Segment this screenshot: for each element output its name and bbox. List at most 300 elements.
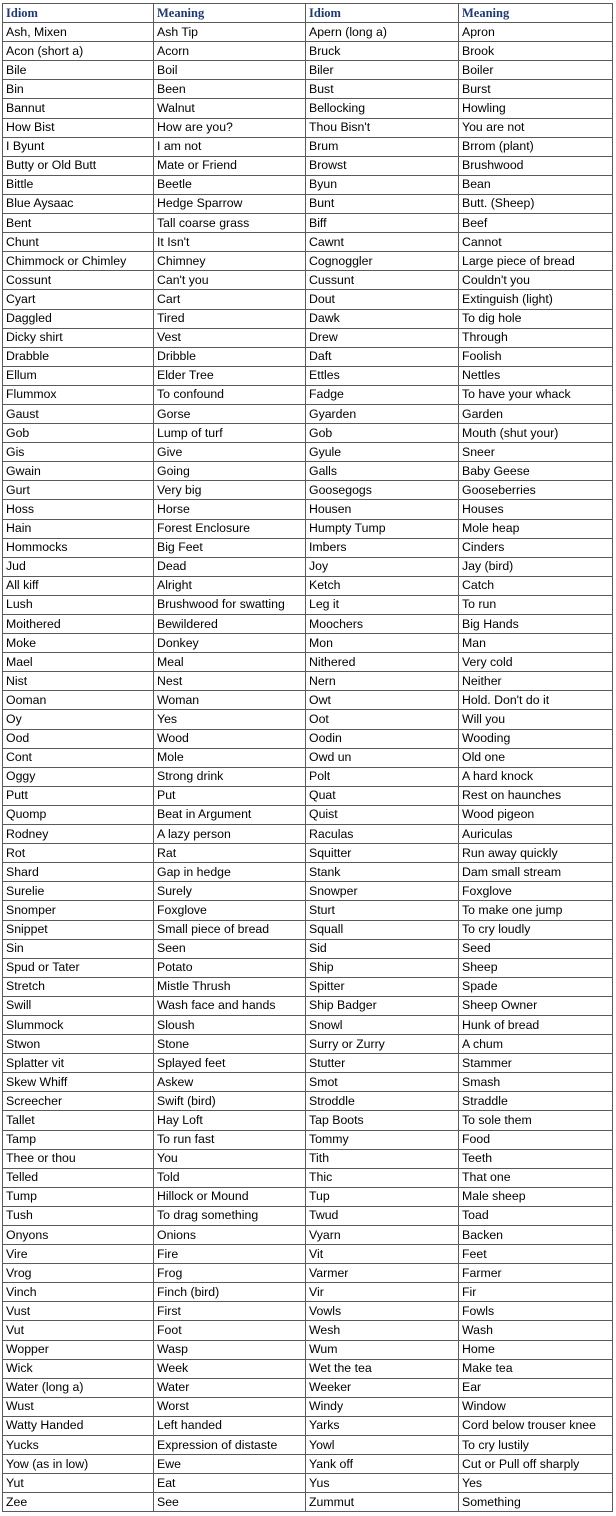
header-idiom-right: Idiom xyxy=(306,4,459,23)
table-row xyxy=(3,1111,613,1130)
meaning-cell: Very cold xyxy=(459,653,613,672)
table-row xyxy=(3,252,613,271)
table-row xyxy=(3,977,613,996)
meaning-cell: You xyxy=(154,1149,306,1168)
meaning-cell: How are you? xyxy=(154,118,306,137)
meaning-cell: Dead xyxy=(154,557,306,576)
idiom-cell: Ash, Mixen xyxy=(3,23,154,42)
meaning-cell: Bewildered xyxy=(154,615,306,634)
meaning-cell: To drag something xyxy=(154,1206,306,1225)
meaning-cell: Vest xyxy=(154,328,306,347)
idiom-cell: Vrog xyxy=(3,1264,154,1283)
idiom-cell: Rodney xyxy=(3,825,154,844)
meaning-cell: Spade xyxy=(459,977,613,996)
meaning-cell: To cry loudly xyxy=(459,920,613,939)
meaning-cell: Rat xyxy=(154,844,306,863)
table-row xyxy=(3,1474,613,1493)
idiom-cell: Onyons xyxy=(3,1226,154,1245)
idiom-cell: Drabble xyxy=(3,347,154,366)
table-row xyxy=(3,404,613,423)
idiom-cell: Tup xyxy=(306,1187,459,1206)
idiom-cell: Ood xyxy=(3,729,154,748)
meaning-cell: Sloush xyxy=(154,1015,306,1034)
idiom-cell: Daggled xyxy=(3,309,154,328)
meaning-cell: Potato xyxy=(154,958,306,977)
idiom-cell: Browst xyxy=(306,156,459,175)
meaning-cell: A lazy person xyxy=(154,825,306,844)
table-row xyxy=(3,137,613,156)
meaning-cell: Elder Tree xyxy=(154,366,306,385)
idiom-cell: Slummock xyxy=(3,1015,154,1034)
idiom-cell: Thee or thou xyxy=(3,1149,154,1168)
meaning-cell: Surely xyxy=(154,882,306,901)
meaning-cell: Seed xyxy=(459,939,613,958)
idiom-cell: Squall xyxy=(306,920,459,939)
idiom-cell: Raculas xyxy=(306,825,459,844)
header-meaning-left: Meaning xyxy=(154,4,306,23)
header-idiom-left: Idiom xyxy=(3,4,154,23)
idiom-cell: Oodin xyxy=(306,729,459,748)
meaning-cell: Hillock or Mound xyxy=(154,1187,306,1206)
idiom-cell: Stutter xyxy=(306,1054,459,1073)
meaning-cell: Woman xyxy=(154,691,306,710)
idiom-cell: Tommy xyxy=(306,1130,459,1149)
table-row xyxy=(3,443,613,462)
meaning-cell: You are not xyxy=(459,118,613,137)
meaning-cell: A chum xyxy=(459,1035,613,1054)
meaning-cell: Beetle xyxy=(154,175,306,194)
idiom-cell: Biler xyxy=(306,61,459,80)
idiom-cell: Tump xyxy=(3,1187,154,1206)
meaning-cell: Boiler xyxy=(459,61,613,80)
header-row xyxy=(3,4,613,23)
idiom-cell: Wick xyxy=(3,1359,154,1378)
idiom-cell: Dout xyxy=(306,290,459,309)
table-row xyxy=(3,882,613,901)
table-row xyxy=(3,175,613,194)
meaning-cell: Ewe xyxy=(154,1455,306,1474)
idiom-cell: Butty or Old Butt xyxy=(3,156,154,175)
meaning-cell: Been xyxy=(154,80,306,99)
meaning-cell: Apron xyxy=(459,23,613,42)
table-row xyxy=(3,1054,613,1073)
meaning-cell: I am not xyxy=(154,137,306,156)
table-row xyxy=(3,500,613,519)
idiom-cell: Nithered xyxy=(306,653,459,672)
meaning-cell: Forest Enclosure xyxy=(154,519,306,538)
idiom-cell: Sturt xyxy=(306,901,459,920)
meaning-cell: Mouth (shut your) xyxy=(459,424,613,443)
idiom-cell: Tallet xyxy=(3,1111,154,1130)
table-row xyxy=(3,939,613,958)
meaning-cell: Something xyxy=(459,1493,613,1512)
table-row xyxy=(3,1092,613,1111)
table-row xyxy=(3,901,613,920)
table-row xyxy=(3,844,613,863)
idiom-cell: Ship Badger xyxy=(306,996,459,1015)
meaning-cell: Small piece of bread xyxy=(154,920,306,939)
meaning-cell: Beef xyxy=(459,214,613,233)
idiom-cell: Leg it xyxy=(306,595,459,614)
meaning-cell: Ear xyxy=(459,1378,613,1397)
idiom-cell: Owd un xyxy=(306,748,459,767)
idiom-cell: Splatter vit xyxy=(3,1054,154,1073)
table-row xyxy=(3,156,613,175)
idiom-cell: Stretch xyxy=(3,977,154,996)
meaning-cell: Straddle xyxy=(459,1092,613,1111)
idiom-cell: Apern (long a) xyxy=(306,23,459,42)
meaning-cell: To sole them xyxy=(459,1111,613,1130)
idiom-cell: Yucks xyxy=(3,1436,154,1455)
idiom-cell: Tush xyxy=(3,1206,154,1225)
idiom-cell: Nern xyxy=(306,672,459,691)
meaning-cell: Through xyxy=(459,328,613,347)
header-meaning-right: Meaning xyxy=(459,4,613,23)
meaning-cell: Frog xyxy=(154,1264,306,1283)
meaning-cell: Very big xyxy=(154,481,306,500)
meaning-cell: Hunk of bread xyxy=(459,1015,613,1034)
idiom-cell: Varmer xyxy=(306,1264,459,1283)
idiom-cell: Vit xyxy=(306,1245,459,1264)
idiom-cell: Vust xyxy=(3,1302,154,1321)
idiom-cell: Water (long a) xyxy=(3,1378,154,1397)
meaning-cell: Foxglove xyxy=(154,901,306,920)
table-row xyxy=(3,595,613,614)
meaning-cell: Mole xyxy=(154,748,306,767)
idiom-cell: Snowper xyxy=(306,882,459,901)
meaning-cell: Catch xyxy=(459,576,613,595)
idiom-cell: Snippet xyxy=(3,920,154,939)
table-row xyxy=(3,767,613,786)
meaning-cell: Alright xyxy=(154,576,306,595)
table-row xyxy=(3,214,613,233)
table-body xyxy=(3,23,613,1512)
meaning-cell: Tall coarse grass xyxy=(154,214,306,233)
idiom-cell: Vir xyxy=(306,1283,459,1302)
meaning-cell: Acorn xyxy=(154,42,306,61)
meaning-cell: Howling xyxy=(459,99,613,118)
meaning-cell: Gooseberries xyxy=(459,481,613,500)
meaning-cell: Wooding xyxy=(459,729,613,748)
idiom-cell: Gaust xyxy=(3,404,154,423)
table-row xyxy=(3,61,613,80)
idiom-cell: Spitter xyxy=(306,977,459,996)
meaning-cell: Smash xyxy=(459,1073,613,1092)
idiom-cell: Swill xyxy=(3,996,154,1015)
meaning-cell: Foxglove xyxy=(459,882,613,901)
meaning-cell: Hedge Sparrow xyxy=(154,194,306,213)
meaning-cell: Yes xyxy=(154,710,306,729)
idiom-cell: Oot xyxy=(306,710,459,729)
table-row xyxy=(3,462,613,481)
meaning-cell: Mistle Thrush xyxy=(154,977,306,996)
idiom-cell: Lush xyxy=(3,595,154,614)
table-row xyxy=(3,615,613,634)
meaning-cell: Will you xyxy=(459,710,613,729)
idiom-cell: Humpty Tump xyxy=(306,519,459,538)
table-row xyxy=(3,290,613,309)
meaning-cell: That one xyxy=(459,1168,613,1187)
table-row xyxy=(3,519,613,538)
idiom-cell: Cyart xyxy=(3,290,154,309)
idiom-cell: Yow (as in low) xyxy=(3,1455,154,1474)
idiom-cell: Hain xyxy=(3,519,154,538)
table-row xyxy=(3,1397,613,1416)
idiom-cell: Skew Whiff xyxy=(3,1073,154,1092)
idiom-cell: Bent xyxy=(3,214,154,233)
meaning-cell: Male sheep xyxy=(459,1187,613,1206)
meaning-cell: Strong drink xyxy=(154,767,306,786)
idiom-cell: Surelie xyxy=(3,882,154,901)
idiom-cell: Ooman xyxy=(3,691,154,710)
meaning-cell: Wasp xyxy=(154,1340,306,1359)
idiom-cell: I Byunt xyxy=(3,137,154,156)
idiom-cell: Mon xyxy=(306,634,459,653)
idiom-cell: How Bist xyxy=(3,118,154,137)
meaning-cell: Foolish xyxy=(459,347,613,366)
table-row xyxy=(3,42,613,61)
table-row xyxy=(3,233,613,252)
idiom-cell: Ketch xyxy=(306,576,459,595)
meaning-cell: Eat xyxy=(154,1474,306,1493)
meaning-cell: Home xyxy=(459,1340,613,1359)
table-row xyxy=(3,1245,613,1264)
meaning-cell: Teeth xyxy=(459,1149,613,1168)
idiom-cell: Bellocking xyxy=(306,99,459,118)
meaning-cell: Cinders xyxy=(459,538,613,557)
table-row xyxy=(3,424,613,443)
idiom-cell: Quist xyxy=(306,805,459,824)
table-row xyxy=(3,1416,613,1435)
meaning-cell: Fir xyxy=(459,1283,613,1302)
idiom-cell: Gwain xyxy=(3,462,154,481)
idiom-cell: Watty Handed xyxy=(3,1416,154,1435)
idiom-cell: Yus xyxy=(306,1474,459,1493)
meaning-cell: Brook xyxy=(459,42,613,61)
idiom-cell: Screecher xyxy=(3,1092,154,1111)
idiom-cell: Tith xyxy=(306,1149,459,1168)
meaning-cell: Splayed feet xyxy=(154,1054,306,1073)
idiom-cell: Moithered xyxy=(3,615,154,634)
idiom-cell: Thic xyxy=(306,1168,459,1187)
meaning-cell: Neither xyxy=(459,672,613,691)
table-row xyxy=(3,1302,613,1321)
idiom-cell: Bust xyxy=(306,80,459,99)
meaning-cell: Big Feet xyxy=(154,538,306,557)
meaning-cell: Food xyxy=(459,1130,613,1149)
idiom-cell: Cawnt xyxy=(306,233,459,252)
meaning-cell: See xyxy=(154,1493,306,1512)
table-row xyxy=(3,1436,613,1455)
idiom-cell: Bunt xyxy=(306,194,459,213)
idiom-cell: Hommocks xyxy=(3,538,154,557)
idiom-cell: Cossunt xyxy=(3,271,154,290)
idiom-cell: Telled xyxy=(3,1168,154,1187)
idiom-cell: Goosegogs xyxy=(306,481,459,500)
meaning-cell: Cannot xyxy=(459,233,613,252)
meaning-cell: Left handed xyxy=(154,1416,306,1435)
idiom-cell: Housen xyxy=(306,500,459,519)
idiom-cell: Gob xyxy=(3,424,154,443)
table-row xyxy=(3,1073,613,1092)
meaning-cell: Yes xyxy=(459,1474,613,1493)
meaning-cell: Garden xyxy=(459,404,613,423)
idiom-cell: Smot xyxy=(306,1073,459,1092)
meaning-cell: Couldn't you xyxy=(459,271,613,290)
table-row xyxy=(3,1455,613,1474)
table-row xyxy=(3,1359,613,1378)
idiom-cell: Quat xyxy=(306,786,459,805)
idiom-cell: Thou Bisn't xyxy=(306,118,459,137)
table-row xyxy=(3,99,613,118)
meaning-cell: Stone xyxy=(154,1035,306,1054)
meaning-cell: Sneer xyxy=(459,443,613,462)
idiom-cell: Gob xyxy=(306,424,459,443)
table-row xyxy=(3,863,613,882)
idiom-cell: Weeker xyxy=(306,1378,459,1397)
meaning-cell: Sheep Owner xyxy=(459,996,613,1015)
idiom-cell: Wet the tea xyxy=(306,1359,459,1378)
idiom-cell: Stroddle xyxy=(306,1092,459,1111)
table-row xyxy=(3,366,613,385)
meaning-cell: Houses xyxy=(459,500,613,519)
idiom-cell: Joy xyxy=(306,557,459,576)
meaning-cell: Extinguish (light) xyxy=(459,290,613,309)
meaning-cell: Foot xyxy=(154,1321,306,1340)
meaning-cell: Wash face and hands xyxy=(154,996,306,1015)
meaning-cell: To make one jump xyxy=(459,901,613,920)
table-row xyxy=(3,194,613,213)
meaning-cell: Give xyxy=(154,443,306,462)
table-row xyxy=(3,1015,613,1034)
meaning-cell: Askew xyxy=(154,1073,306,1092)
table-row xyxy=(3,1321,613,1340)
table-row xyxy=(3,805,613,824)
meaning-cell: Brushwood for swatting xyxy=(154,595,306,614)
table-row xyxy=(3,691,613,710)
meaning-cell: To dig hole xyxy=(459,309,613,328)
idiom-cell: Cussunt xyxy=(306,271,459,290)
table-row xyxy=(3,710,613,729)
idiom-cell: Ettles xyxy=(306,366,459,385)
idiom-cell: Yank off xyxy=(306,1455,459,1474)
meaning-cell: Wood xyxy=(154,729,306,748)
idiom-cell: Putt xyxy=(3,786,154,805)
idiom-cell: Wesh xyxy=(306,1321,459,1340)
meaning-cell: Fire xyxy=(154,1245,306,1264)
idiom-cell: Tamp xyxy=(3,1130,154,1149)
meaning-cell: Nest xyxy=(154,672,306,691)
idiom-cell: Spud or Tater xyxy=(3,958,154,977)
meaning-cell: Worst xyxy=(154,1397,306,1416)
idiom-cell: Gis xyxy=(3,443,154,462)
meaning-cell: Cut or Pull off sharply xyxy=(459,1455,613,1474)
table-row xyxy=(3,576,613,595)
idiom-cell: Rot xyxy=(3,844,154,863)
meaning-cell: To have your whack xyxy=(459,385,613,404)
table-row xyxy=(3,1130,613,1149)
idiom-cell: Wum xyxy=(306,1340,459,1359)
meaning-cell: Big Hands xyxy=(459,615,613,634)
meaning-cell: Backen xyxy=(459,1226,613,1245)
meaning-cell: First xyxy=(154,1302,306,1321)
table-row xyxy=(3,1149,613,1168)
idiom-cell: All kiff xyxy=(3,576,154,595)
meaning-cell: Donkey xyxy=(154,634,306,653)
meaning-cell: Stammer xyxy=(459,1054,613,1073)
meaning-cell: Going xyxy=(154,462,306,481)
meaning-cell: Wash xyxy=(459,1321,613,1340)
idiom-cell: Stank xyxy=(306,863,459,882)
idiom-cell: Gurt xyxy=(3,481,154,500)
idiom-cell: Cognoggler xyxy=(306,252,459,271)
idiom-cell: Moochers xyxy=(306,615,459,634)
meaning-cell: Fowls xyxy=(459,1302,613,1321)
idiom-cell: Vire xyxy=(3,1245,154,1264)
idiom-cell: Flummox xyxy=(3,385,154,404)
meaning-cell: It Isn't xyxy=(154,233,306,252)
idiom-cell: Oggy xyxy=(3,767,154,786)
table-row xyxy=(3,309,613,328)
idiom-cell: Yarks xyxy=(306,1416,459,1435)
meaning-cell: Make tea xyxy=(459,1359,613,1378)
meaning-cell: Dam small stream xyxy=(459,863,613,882)
idiom-cell: Snomper xyxy=(3,901,154,920)
meaning-cell: Finch (bird) xyxy=(154,1283,306,1302)
meaning-cell: Cord below trouser knee xyxy=(459,1416,613,1435)
meaning-cell: Butt. (Sheep) xyxy=(459,194,613,213)
idiom-cell: Bin xyxy=(3,80,154,99)
meaning-cell: Mole heap xyxy=(459,519,613,538)
idiom-cell: Tap Boots xyxy=(306,1111,459,1130)
meaning-cell: Expression of distaste xyxy=(154,1436,306,1455)
meaning-cell: Nettles xyxy=(459,366,613,385)
meaning-cell: Told xyxy=(154,1168,306,1187)
meaning-cell: Seen xyxy=(154,939,306,958)
meaning-cell: Large piece of bread xyxy=(459,252,613,271)
idiom-cell: Ellum xyxy=(3,366,154,385)
table-row xyxy=(3,328,613,347)
idiom-cell: Chimmock or Chimley xyxy=(3,252,154,271)
meaning-cell: Baby Geese xyxy=(459,462,613,481)
meaning-cell: Window xyxy=(459,1397,613,1416)
table-row xyxy=(3,271,613,290)
idiom-cell: Bile xyxy=(3,61,154,80)
idiom-cell: Bruck xyxy=(306,42,459,61)
table-row xyxy=(3,1378,613,1397)
meaning-cell: Brushwood xyxy=(459,156,613,175)
idiom-cell: Nist xyxy=(3,672,154,691)
idiom-cell: Twud xyxy=(306,1206,459,1225)
meaning-cell: To confound xyxy=(154,385,306,404)
table-row xyxy=(3,920,613,939)
idiom-cell: Ship xyxy=(306,958,459,977)
idiom-cell: Dawk xyxy=(306,309,459,328)
meaning-cell: Meal xyxy=(154,653,306,672)
idiom-cell: Dicky shirt xyxy=(3,328,154,347)
meaning-cell: Beat in Argument xyxy=(154,805,306,824)
meaning-cell: Sheep xyxy=(459,958,613,977)
meaning-cell: Tired xyxy=(154,309,306,328)
meaning-cell: Put xyxy=(154,786,306,805)
idiom-cell: Gyarden xyxy=(306,404,459,423)
meaning-cell: Dribble xyxy=(154,347,306,366)
meaning-cell: Cart xyxy=(154,290,306,309)
idiom-cell: Vut xyxy=(3,1321,154,1340)
idiom-cell: Yut xyxy=(3,1474,154,1493)
meaning-cell: Man xyxy=(459,634,613,653)
table-row xyxy=(3,748,613,767)
